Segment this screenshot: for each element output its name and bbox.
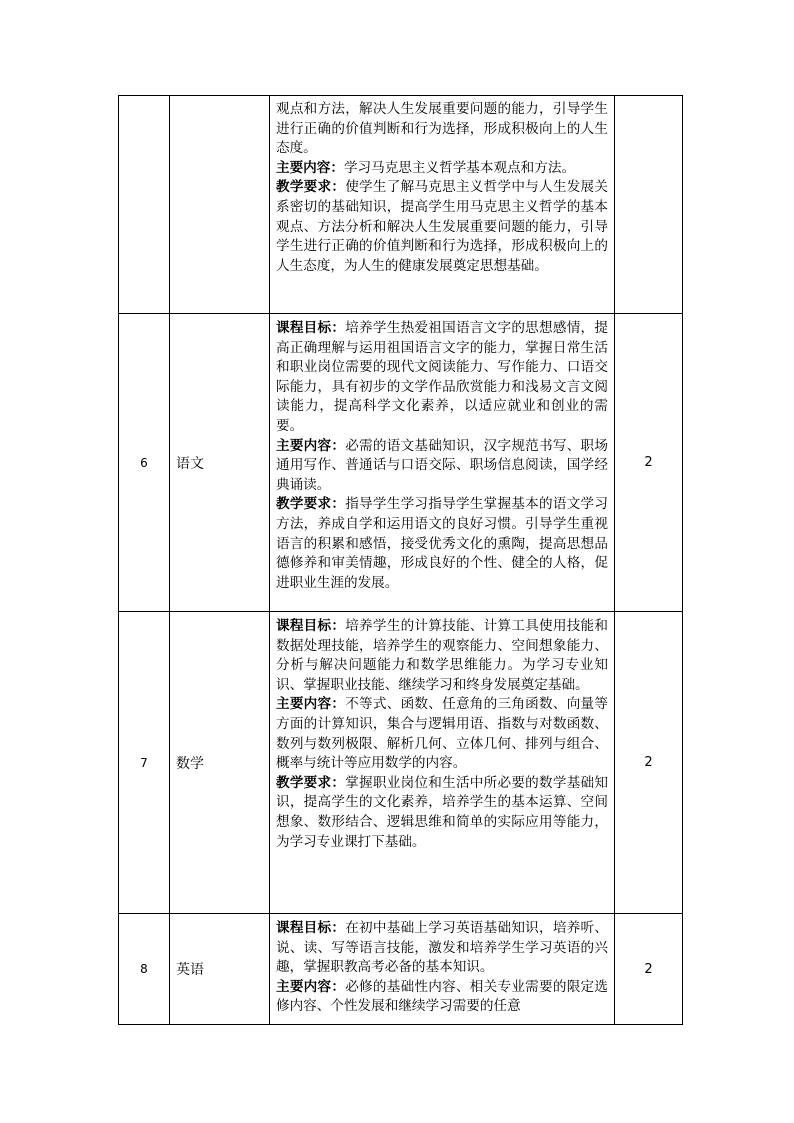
paragraph-text: 掌握职业岗位和生活中所必要的数学基础知识，提高学生的文化素养，培养学生的基本运算、空间想象、数形结合、逻辑思维和简单的实际应用等能力，为学习专业课打下基础。 <box>276 774 608 850</box>
paragraph-label: 课程目标： <box>276 920 346 936</box>
course-description <box>270 314 615 612</box>
paragraph-label: 课程目标： <box>276 618 346 634</box>
description-clip <box>276 919 608 1023</box>
paragraph-text: 必需的语文基础知识，汉字规范书写、职场通用写作、普通话与口语交际、职场信息阅读，国学经典诵读。 <box>276 437 608 493</box>
paragraph-text: 在初中基础上学习英语基础知识，培养听、说、读、写等语言技能，激发和培养学生学习英语的兴趣，掌握职教高考必备的基本知识。 <box>276 920 608 976</box>
course-hours <box>615 96 683 314</box>
paragraph-label: 课程目标： <box>276 320 346 336</box>
table-row <box>119 612 683 914</box>
course-name: 语文 <box>170 314 270 612</box>
description-paragraph <box>276 774 608 852</box>
course-name: 数学 <box>170 612 270 914</box>
paragraph-text: 观点和方法，解决人生发展重要问题的能力，引导学生进行正确的价值判断和行为选择，形成积极向上的人生态度。 <box>276 101 608 157</box>
course-hours: 2 <box>615 314 683 612</box>
paragraph-text: 指导学生学习指导学生掌握基本的语文学习方法，养成自学和运用语文的良好习惯。引导学生重视语言的积累和感悟，接受优秀文化的熏陶，提高思想品德修养和审美情趣，形成良好的个性、健全的人格，促进职业生涯的发展。 <box>276 496 608 591</box>
description-paragraph <box>276 319 608 437</box>
course-name <box>170 96 270 314</box>
paragraph-text: 必修的基础性内容、相关专业需要的限定选修内容、个性发展和继续学习需要的任意 <box>276 978 608 1015</box>
course-number: 7 <box>119 612 170 914</box>
paragraph-text: 培养学生的计算技能、计算工具使用技能和数据处理技能，培养学生的观察能力、空间想象能力、分析与解决问题能力和数学思维能力。为学习专业知识、掌握职业技能、继续学习和终身发展奠定基础。 <box>276 618 608 693</box>
course-name: 英语 <box>170 914 270 1025</box>
description-paragraph <box>276 495 608 593</box>
paragraph-label: 教学要求： <box>276 179 346 196</box>
description-paragraph <box>276 695 608 773</box>
description-paragraph <box>276 919 608 978</box>
paragraph-label: 主要内容： <box>276 696 346 713</box>
paragraph-label: 主要内容： <box>276 437 346 454</box>
paragraph-text: 培养学生热爱祖国语言文字的思想感情，提高正确理解与运用祖国语言文字的能力，掌握日常生活和职业岗位需要的现代文阅读能力、写作能力、口语交际能力，具有初步的文学作品欣赏能力和浅易文言文阅读能力，提高科学文化素养，以适应就业和创业的需要。 <box>276 320 608 434</box>
paragraph-label: 教学要求： <box>276 774 346 791</box>
description-paragraph <box>276 617 608 695</box>
description-paragraph <box>276 159 608 179</box>
description-paragraph <box>276 978 608 1017</box>
paragraph-label: 主要内容： <box>276 159 344 176</box>
course-number <box>119 96 170 314</box>
description-paragraph <box>276 178 608 276</box>
course-hours: 2 <box>615 612 683 914</box>
course-hours: 2 <box>615 914 683 1025</box>
paragraph-label: 主要内容： <box>276 978 346 995</box>
course-number: 6 <box>119 314 170 612</box>
course-description <box>270 96 615 314</box>
paragraph-text: 使学生了解马克思主义哲学中与人生发展关系密切的基础知识，提高学生用马克思主义哲学的基本观点、方法分析和解决人生发展重要问题的能力，引导学生进行正确的价值判断和行为选择，形成积极向上的人生态度，为人生的健康发展奠定思想基础。 <box>276 179 608 274</box>
paragraph-text: 不等式、函数、任意角的三角函数、向量等方面的计算知识，集合与逻辑用语、指数与对数函数、数列与数列极限、解析几何、立体几何、排列与组合、概率与统计等应用数学的内容。 <box>276 696 608 772</box>
table-row <box>119 96 683 314</box>
table-row <box>119 314 683 612</box>
paragraph-label: 教学要求： <box>276 496 346 513</box>
course-description <box>270 612 615 914</box>
course-description <box>270 914 615 1025</box>
description-paragraph <box>276 100 608 159</box>
curriculum-table <box>118 95 683 1025</box>
description-paragraph <box>276 437 608 496</box>
paragraph-text: 学习马克思主义哲学基本观点和方法。 <box>343 159 576 176</box>
table-row <box>119 914 683 1025</box>
course-number: 8 <box>119 914 170 1025</box>
